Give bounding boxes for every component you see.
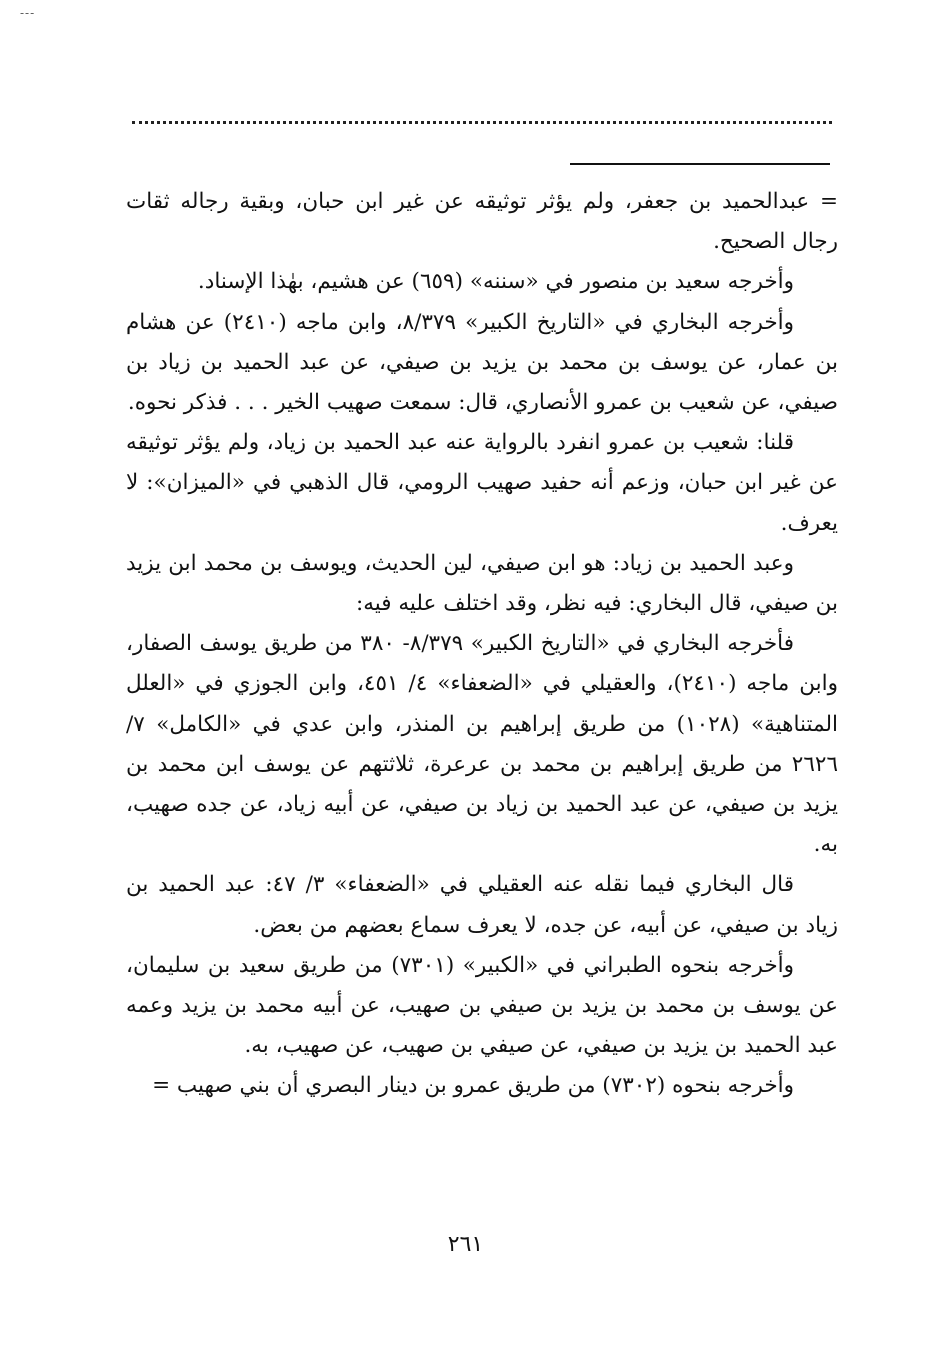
paragraph-shuayb-note: قلنا: شعيب بن عمرو انفرد بالرواية عنه عبد الحميد بن زياد، ولم يؤثر توثيقه عن غير ابن حبان، وزعم أنه حفيد صهيب الرومي، قال الذهبي في «الميزان»: لا يعرف. bbox=[126, 430, 838, 536]
paragraph-continuation: = عبدالحميد بن جعفر، ولم يؤثر توثيقه عن غير ابن حبان، وبقية رجاله ثقات رجال الصحيح. bbox=[126, 189, 838, 255]
paragraph-bukhari-tarikh: فأخرجه البخاري في «التاريخ الكبير» ٨/٣٧٩- ٣٨٠ من طريق يوسف الصفار، وابن ماجه (٢٤١٠)، والعقيلي في «الضعفاء» ٤/ ٤٥١، وابن الجوزي في «العلل المتناهية» (١٠٢٨) من طريق إبراهيم بن المنذر، وابن عدي في «الكامل» ٧/ ٢٦٢٦ من طريق إبراهيم بن محمد بن عرعرة، ثلاثتهم عن يوسف ابن محمد بن يزيد بن صيفي، عن عبد الحميد بن زياد بن صيفي، عن أبيه زياد، عن جده صهيب، به. bbox=[126, 631, 838, 858]
paragraph-bukhari-uqayli: قال البخاري فيما نقله عنه العقيلي في «الضعفاء» ٣/ ٤٧: عبد الحميد بن زياد بن صيفي، عن أبيه، عن جده، لا يعرف سماع بعضهم من بعض. bbox=[126, 872, 838, 938]
paragraph-tabarani-7301: وأخرجه بنحوه الطبراني في «الكبير» (٧٣٠١) من طريق سعيد بن سليمان، عن يوسف بن محمد بن يزيد بن صيفي بن صهيب، عن أبيه محمد بن يزيد وعمه عبد الحميد بن يزيد بن صيفي، عن صيفي بن صهيب، عن صهيب، به. bbox=[126, 952, 838, 1059]
paragraph-said-ibn-mansur: وأخرجه سعيد بن منصور في «سننه» (٦٥٩) عن هشيم، بهٰذا الإسناد. bbox=[197, 269, 794, 295]
dotted-separator bbox=[132, 121, 832, 124]
paragraph-abdulhamid-note: وعبد الحميد بن زياد: هو ابن صيفي، لين الحديث، ويوسف بن محمد ابن يزيد بن صيفي، قال البخاري: فيه نظر، وقد اختلف عليه فيه: bbox=[126, 550, 838, 617]
paragraph-tabarani-7302: وأخرجه بنحوه (٧٣٠٢) من طريق عمرو بن دينار البصري أن بني صهيب = bbox=[152, 1073, 794, 1099]
corner-mark: --- bbox=[20, 6, 36, 20]
footnote-separator-line bbox=[570, 163, 830, 165]
footnote-text-block bbox=[126, 182, 838, 1107]
paragraph-bukhari-ibn-majah: وأخرجه البخاري في «التاريخ الكبير» ٨/٣٧٩، وابن ماجه (٢٤١٠) عن هشام بن عمار، عن يوسف بن محمد بن يزيد بن صيفي، عن عبد الحميد بن زياد بن صيفي، عن شعيب بن عمرو الأنصاري، قال: سمعت صهيب الخير . . . فذكر نحوه. bbox=[126, 309, 838, 416]
page-number: ٢٦١ bbox=[447, 1232, 484, 1257]
